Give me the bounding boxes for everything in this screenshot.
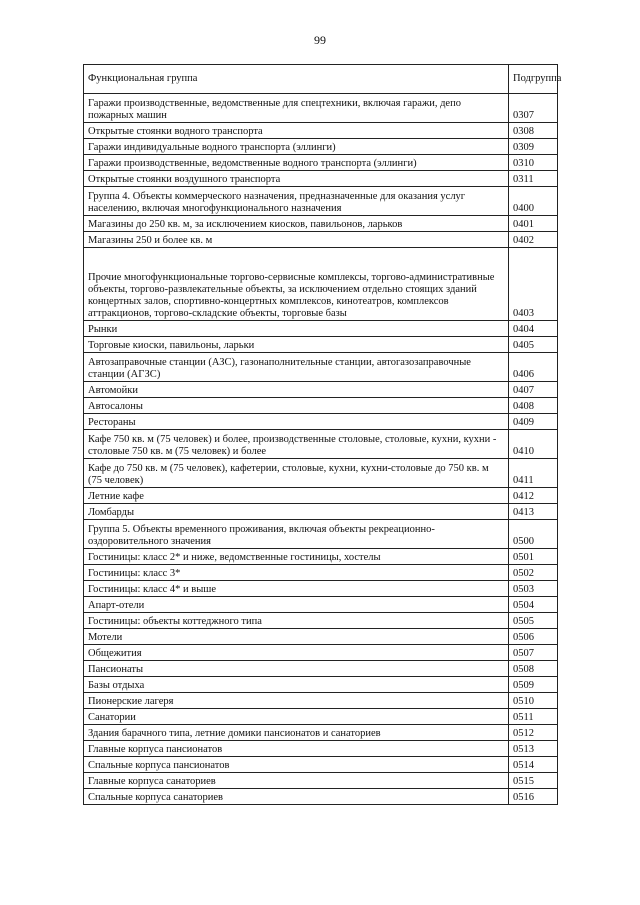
page-number: 99 bbox=[314, 33, 326, 47]
table-row bbox=[84, 757, 558, 773]
row-subgroup-code: 0403 bbox=[509, 248, 558, 321]
table-row bbox=[84, 430, 558, 459]
row-subgroup-code: 0508 bbox=[509, 661, 558, 677]
row-subgroup-code: 0513 bbox=[509, 741, 558, 757]
table-row bbox=[84, 216, 558, 232]
row-subgroup-code: 0401 bbox=[509, 216, 558, 232]
row-subgroup-code: 0514 bbox=[509, 757, 558, 773]
row-group-name: Мотели bbox=[84, 629, 509, 645]
row-group-name: Гостиницы: объекты коттеджного типа bbox=[84, 613, 509, 629]
row-group-name: Группа 4. Объекты коммерческого назначения, предназначенные для оказания услуг населению, включая многофункционального назначения bbox=[84, 187, 509, 216]
row-group-name: Главные корпуса пансионатов bbox=[84, 741, 509, 757]
table-row bbox=[84, 337, 558, 353]
row-group-name: Автомойки bbox=[84, 382, 509, 398]
row-subgroup-code: 0409 bbox=[509, 414, 558, 430]
row-subgroup-code: 0511 bbox=[509, 709, 558, 725]
row-subgroup-code: 0504 bbox=[509, 597, 558, 613]
table-row bbox=[84, 773, 558, 789]
table-row bbox=[84, 398, 558, 414]
row-subgroup-code: 0308 bbox=[509, 123, 558, 139]
row-group-name: Базы отдыха bbox=[84, 677, 509, 693]
row-group-name: Спальные корпуса пансионатов bbox=[84, 757, 509, 773]
row-subgroup-code: 0400 bbox=[509, 187, 558, 216]
table-row bbox=[84, 709, 558, 725]
row-subgroup-code: 0506 bbox=[509, 629, 558, 645]
row-subgroup-code: 0411 bbox=[509, 459, 558, 488]
table-row bbox=[84, 382, 558, 398]
row-group-name: Гаражи производственные, ведомственные для спецтехники, включая гаражи, депо пожарных машин bbox=[84, 94, 509, 123]
table-row bbox=[84, 187, 558, 216]
row-group-name: Магазины до 250 кв. м, за исключением киосков, павильонов, ларьков bbox=[84, 216, 509, 232]
row-subgroup-code: 0413 bbox=[509, 504, 558, 520]
row-subgroup-code: 0412 bbox=[509, 488, 558, 504]
row-group-name: Открытые стоянки водного транспорта bbox=[84, 123, 509, 139]
table-row bbox=[84, 581, 558, 597]
row-subgroup-code: 0512 bbox=[509, 725, 558, 741]
row-group-name: Гостиницы: класс 2* и ниже, ведомственные гостиницы, хостелы bbox=[84, 549, 509, 565]
row-group-name: Общежития bbox=[84, 645, 509, 661]
row-group-name: Гаражи производственные, ведомственные водного транспорта (эллинги) bbox=[84, 155, 509, 171]
row-group-name: Летние кафе bbox=[84, 488, 509, 504]
table-row bbox=[84, 459, 558, 488]
row-group-name: Здания барачного типа, летние домики пансионатов и санаториев bbox=[84, 725, 509, 741]
row-group-name: Магазины 250 и более кв. м bbox=[84, 232, 509, 248]
row-subgroup-code: 0505 bbox=[509, 613, 558, 629]
row-subgroup-code: 0309 bbox=[509, 139, 558, 155]
table-row bbox=[84, 549, 558, 565]
header-subgroup: Подгруппа bbox=[509, 65, 558, 94]
row-group-name: Ломбарды bbox=[84, 504, 509, 520]
row-subgroup-code: 0307 bbox=[509, 94, 558, 123]
table-row bbox=[84, 123, 558, 139]
table-row bbox=[84, 171, 558, 187]
row-subgroup-code: 0507 bbox=[509, 645, 558, 661]
row-subgroup-code: 0501 bbox=[509, 549, 558, 565]
row-subgroup-code: 0502 bbox=[509, 565, 558, 581]
table-row bbox=[84, 629, 558, 645]
table-header-row bbox=[84, 65, 558, 94]
row-group-name: Гостиницы: класс 3* bbox=[84, 565, 509, 581]
row-group-name: Гостиницы: класс 4* и выше bbox=[84, 581, 509, 597]
table-row bbox=[84, 613, 558, 629]
row-subgroup-code: 0404 bbox=[509, 321, 558, 337]
functional-groups-table bbox=[83, 64, 562, 805]
row-group-name: Санатории bbox=[84, 709, 509, 725]
row-group-name: Апарт-отели bbox=[84, 597, 509, 613]
table-row bbox=[84, 94, 558, 123]
row-group-name: Гаражи индивидуальные водного транспорта (эллинги) bbox=[84, 139, 509, 155]
row-subgroup-code: 0516 bbox=[509, 789, 558, 805]
table-row bbox=[84, 677, 558, 693]
row-subgroup-code: 0509 bbox=[509, 677, 558, 693]
table-row bbox=[84, 504, 558, 520]
table-row bbox=[84, 645, 558, 661]
row-group-name: Пионерские лагеря bbox=[84, 693, 509, 709]
table-row bbox=[84, 693, 558, 709]
row-subgroup-code: 0406 bbox=[509, 353, 558, 382]
row-subgroup-code: 0311 bbox=[509, 171, 558, 187]
table-row bbox=[84, 139, 558, 155]
row-subgroup-code: 0510 bbox=[509, 693, 558, 709]
row-group-name: Группа 5. Объекты временного проживания, включая объекты рекреационно-оздоровительного значения bbox=[84, 520, 509, 549]
row-group-name: Автозаправочные станции (АЗС), газонаполнительные станции, автогазозаправочные станции (АГЗС) bbox=[84, 353, 509, 382]
header-functional-group: Функциональная группа bbox=[84, 65, 509, 94]
table-row bbox=[84, 414, 558, 430]
table-body bbox=[84, 94, 558, 805]
row-group-name: Открытые стоянки воздушного транспорта bbox=[84, 171, 509, 187]
row-subgroup-code: 0410 bbox=[509, 430, 558, 459]
row-subgroup-code: 0500 bbox=[509, 520, 558, 549]
row-group-name: Кафе до 750 кв. м (75 человек), кафетерии, столовые, кухни, кухни-столовые до 750 кв. м (75 человек) bbox=[84, 459, 509, 488]
table-row bbox=[84, 353, 558, 382]
table-row bbox=[84, 725, 558, 741]
table-row bbox=[84, 321, 558, 337]
table-row bbox=[84, 789, 558, 805]
row-group-name: Пансионаты bbox=[84, 661, 509, 677]
row-group-name: Рестораны bbox=[84, 414, 509, 430]
row-subgroup-code: 0310 bbox=[509, 155, 558, 171]
table-row bbox=[84, 565, 558, 581]
table-row bbox=[84, 597, 558, 613]
row-group-name: Спальные корпуса санаториев bbox=[84, 789, 509, 805]
row-subgroup-code: 0405 bbox=[509, 337, 558, 353]
table-row bbox=[84, 155, 558, 171]
row-subgroup-code: 0515 bbox=[509, 773, 558, 789]
row-group-name: Главные корпуса санаториев bbox=[84, 773, 509, 789]
row-subgroup-code: 0408 bbox=[509, 398, 558, 414]
table-row bbox=[84, 248, 558, 321]
table-row bbox=[84, 488, 558, 504]
row-group-name: Кафе 750 кв. м (75 человек) и более, производственные столовые, столовые, кухни, кухни - столовые 750 кв. м (75 человек) и более bbox=[84, 430, 509, 459]
row-subgroup-code: 0407 bbox=[509, 382, 558, 398]
table-row bbox=[84, 661, 558, 677]
row-group-name: Прочие многофункциональные торгово-сервисные комплексы, торгово-административные объекты, торгово-развлекательные объекты, за исключением отдельно стоящих зданий концертных залов, спортивно-концертных комплексов, кинотеатров, комплексов аттракционов, торгово-складские объекты, торговые базы bbox=[84, 248, 509, 321]
row-group-name: Торговые киоски, павильоны, ларьки bbox=[84, 337, 509, 353]
row-subgroup-code: 0503 bbox=[509, 581, 558, 597]
table-row bbox=[84, 232, 558, 248]
table-row bbox=[84, 520, 558, 549]
row-subgroup-code: 0402 bbox=[509, 232, 558, 248]
table-row bbox=[84, 741, 558, 757]
row-group-name: Рынки bbox=[84, 321, 509, 337]
row-group-name: Автосалоны bbox=[84, 398, 509, 414]
